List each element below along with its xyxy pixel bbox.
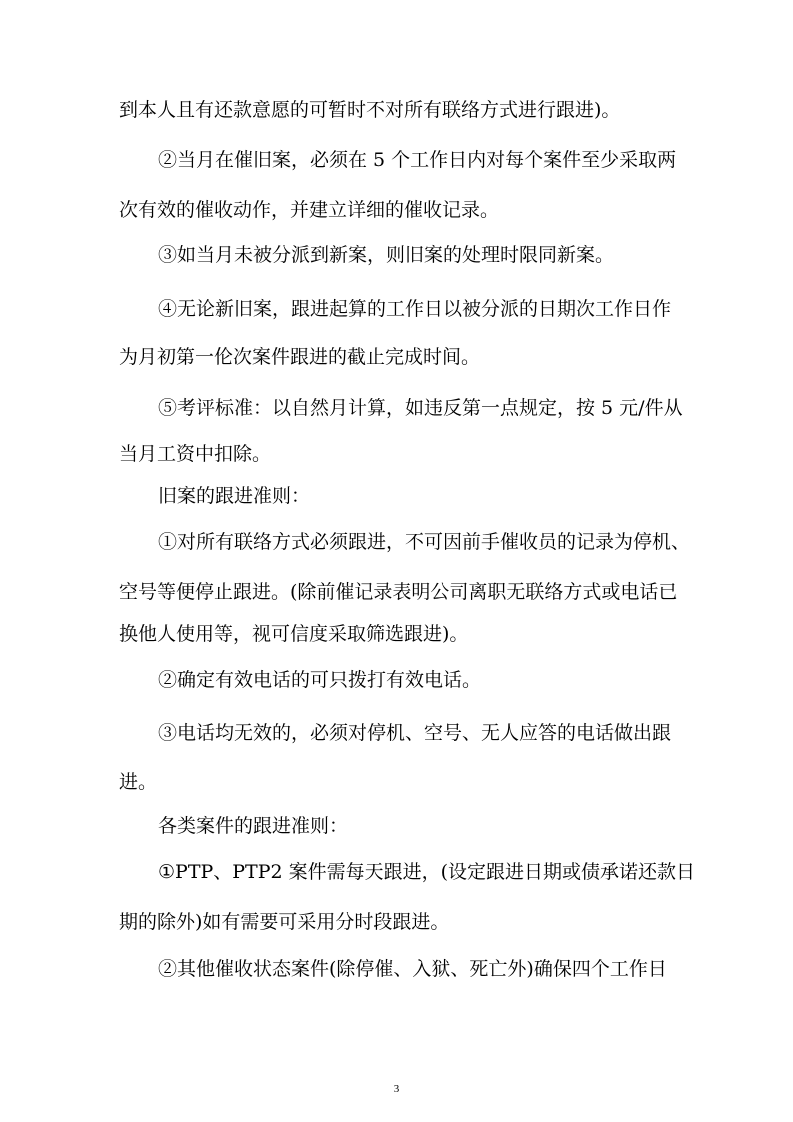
text-line-17: ①PTP、PTP2 案件需每天跟进，(设定跟进日期或债承诺还款日 [158, 861, 696, 883]
text-line-18: 期的除外)如有需要可采用分时段跟进。 [119, 911, 450, 933]
text-line-5: ④无论新旧案，跟进起算的工作日以被分派的日期次工作日作 [158, 298, 672, 320]
text-line-19: ②其他催收状态案件(除停催、入狱、死亡外)确保四个工作日 [158, 958, 667, 980]
text-line-4: ③如当月未被分派到新案，则旧案的处理时限同新案。 [158, 244, 615, 266]
section-heading-old-cases: 旧案的跟进准则： [158, 485, 311, 507]
page-number: 3 [393, 1083, 400, 1095]
text-line-8: 当月工资中扣除。 [119, 443, 272, 465]
text-line-13: ②确定有效电话的可只拨打有效电话。 [158, 669, 482, 691]
text-line-6: 为月初第一伦次案件跟进的截止完成时间。 [119, 346, 481, 368]
text-line-2: ②当月在催旧案，必须在 5 个工作日内对每个案件至少采取两 [158, 149, 677, 171]
text-line-1: 到本人且有还款意愿的可暂时不对所有联络方式进行跟进)。 [119, 99, 621, 121]
text-line-3: 次有效的催收动作，并建立详细的催收记录。 [119, 199, 500, 221]
text-line-11: 空号等便停止跟进。(除前催记录表明公司离职无联络方式或电话已 [119, 581, 678, 603]
text-line-7: ⑤考评标准：以自然月计算，如违反第一点规定，按 5 元/件从 [158, 397, 683, 419]
text-line-15: 进。 [119, 771, 158, 793]
section-heading-all-cases: 各类案件的跟进准则： [158, 815, 349, 837]
text-line-12: 换他人使用等，视可信度采取筛选跟进)。 [119, 623, 469, 645]
text-line-10: ①对所有联络方式必须跟进，不可因前手催收员的记录为停机、 [158, 531, 691, 553]
text-line-14: ③电话均无效的，必须对停机、空号、无人应答的电话做出跟 [158, 722, 672, 744]
